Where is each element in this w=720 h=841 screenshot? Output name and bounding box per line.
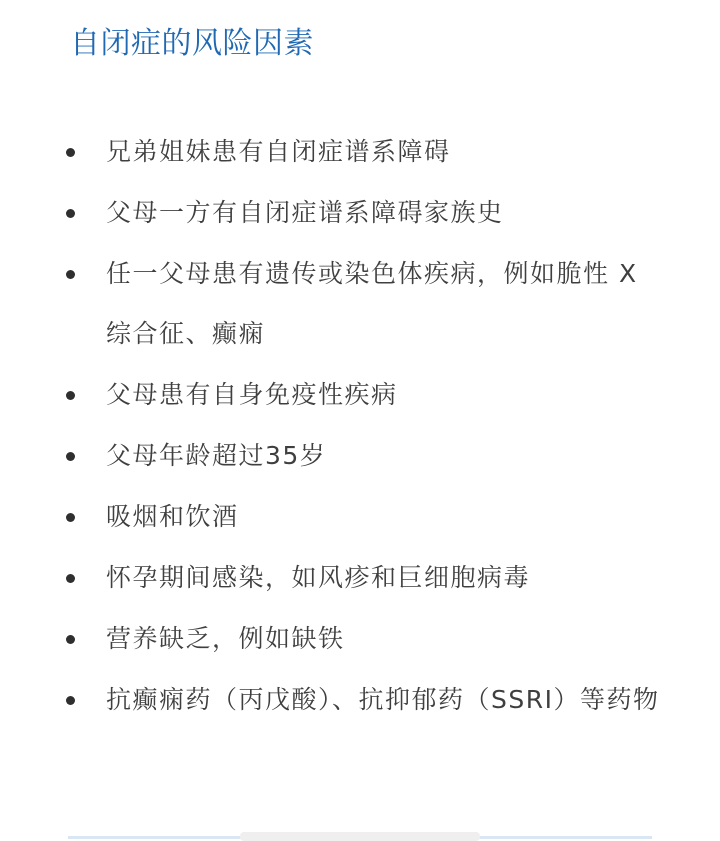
- list-item: [0, 670, 720, 730]
- list-item-text: 任一父母患有遗传或染色体疾病，例如脆性 X 综合征、癫痫: [106, 259, 638, 348]
- list-item: [0, 122, 720, 182]
- list-item-text: 父母患有自身免疫性疾病: [106, 380, 398, 409]
- bullet-icon: [66, 209, 75, 218]
- bullet-icon: [66, 391, 75, 400]
- bullet-icon: [66, 513, 75, 522]
- list-item-text: 父母年龄超过35岁: [106, 441, 327, 470]
- list-item-text: 抗癫痫药（丙戊酸）、抗抑郁药（SSRI）等药物: [106, 685, 660, 714]
- section-title: 自闭症的风险因素: [70, 26, 314, 61]
- list-item: [0, 183, 720, 243]
- list-item-text: 营养缺乏，例如缺铁: [106, 624, 345, 653]
- list-item-text: 吸烟和饮酒: [106, 502, 239, 531]
- bullet-icon: [66, 635, 75, 644]
- risk-factor-list: [0, 122, 720, 731]
- list-item: [0, 244, 720, 364]
- list-item: [0, 426, 720, 486]
- list-item: [0, 487, 720, 547]
- bullet-icon: [66, 452, 75, 461]
- list-item: [0, 365, 720, 425]
- list-item-text: 怀孕期间感染，如风疹和巨细胞病毒: [106, 563, 531, 592]
- bullet-icon: [66, 270, 75, 279]
- bullet-icon: [66, 696, 75, 705]
- list-item: [0, 548, 720, 608]
- list-item-text: 父母一方有自闭症谱系障碍家族史: [106, 198, 504, 227]
- list-item-text: 兄弟姐妹患有自闭症谱系障碍: [106, 137, 451, 166]
- list-item: [0, 609, 720, 669]
- scroll-indicator[interactable]: [240, 832, 480, 841]
- bullet-icon: [66, 148, 75, 157]
- bullet-icon: [66, 574, 75, 583]
